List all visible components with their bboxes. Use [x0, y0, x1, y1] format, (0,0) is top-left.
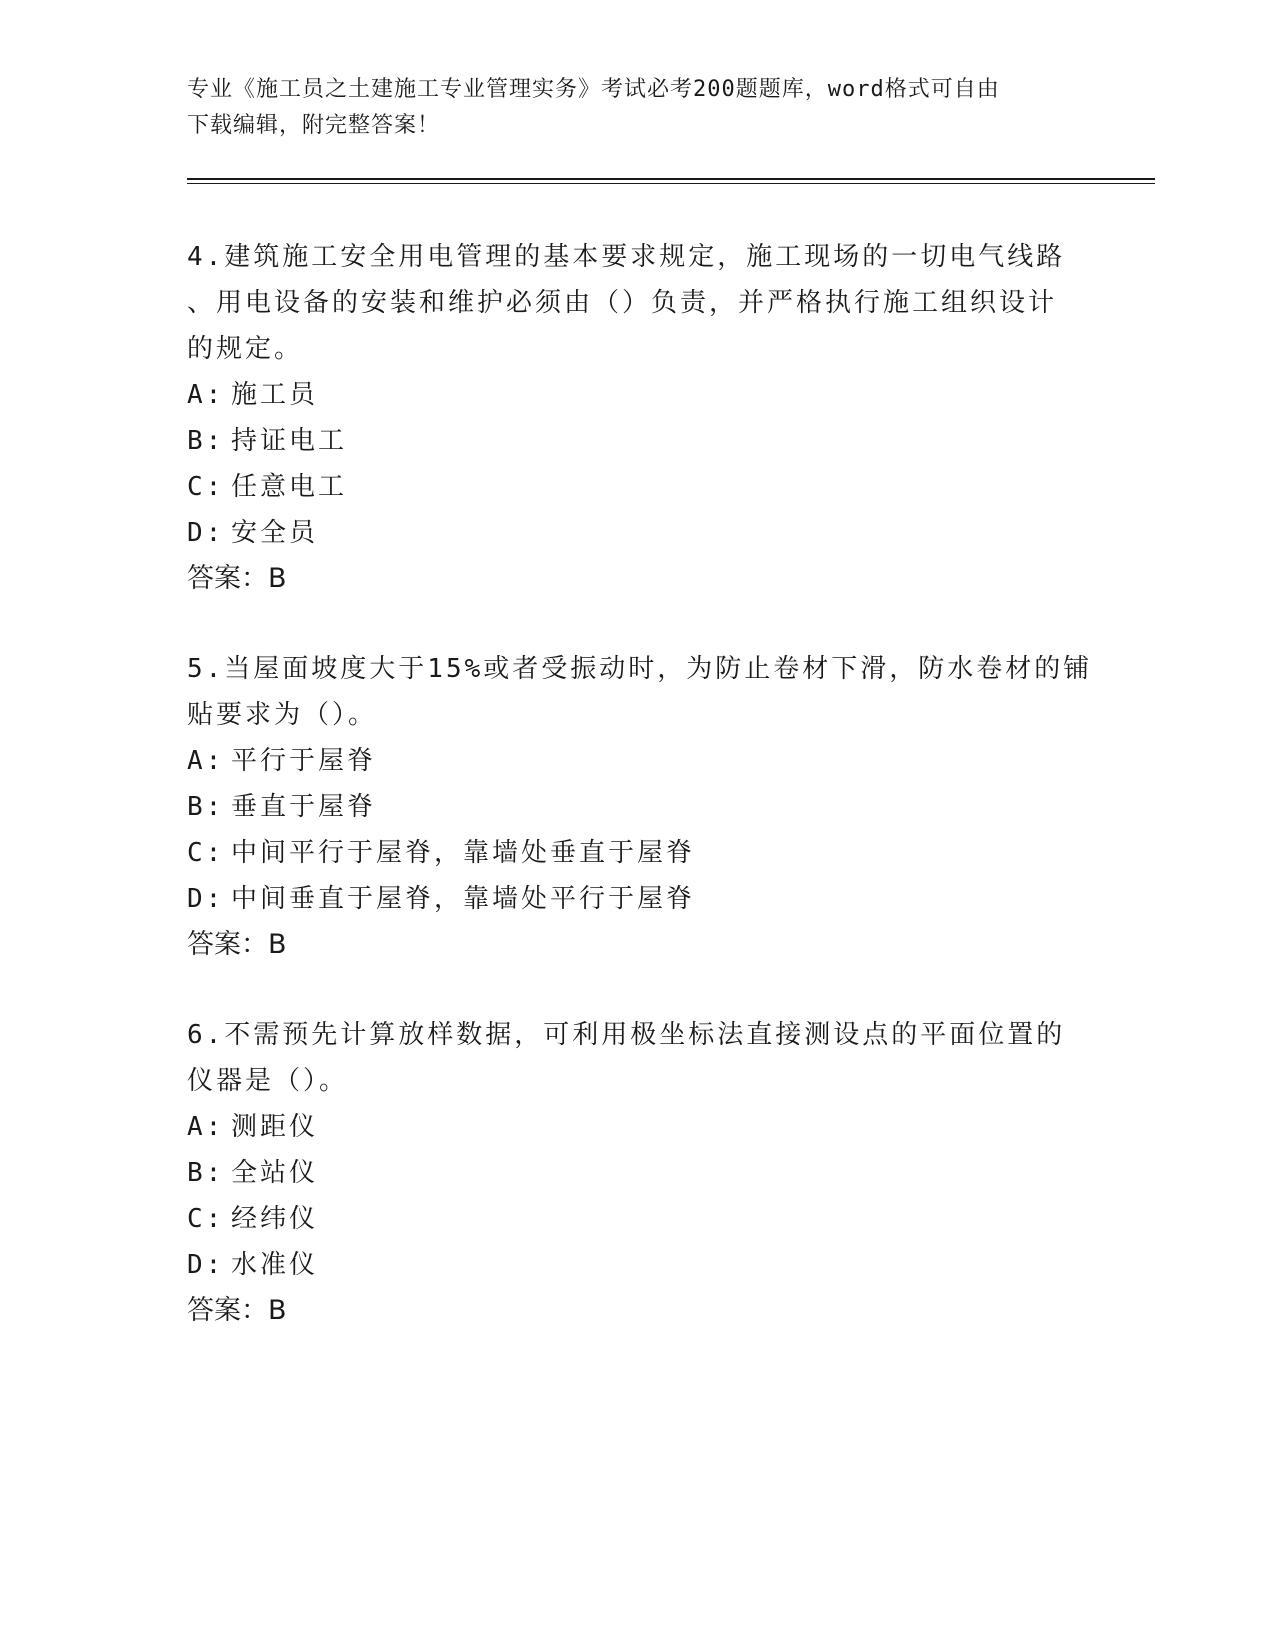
option-letter: D: [187, 1250, 225, 1280]
header-line-2: 下载编辑，附完整答案！ [187, 113, 441, 138]
option-letter: D: [187, 884, 225, 914]
question-5 [187, 646, 1093, 968]
question-text-line: 、用电设备的安装和维护必须由（）负责，并严格执行施工组织设计 [187, 288, 1058, 318]
option-text: 施工员 [231, 380, 319, 410]
option-letter: A: [187, 746, 225, 776]
option-b [187, 784, 1087, 830]
header-divider-thin [187, 183, 1155, 184]
question-text-line: 仪器是（）。 [187, 1066, 349, 1096]
option-text: 测距仪 [231, 1112, 319, 1142]
header-divider-thick [187, 178, 1155, 180]
option-c [187, 830, 1087, 876]
option-letter: B: [187, 426, 225, 456]
header-line-1: 专业《施工员之土建施工专业管理实务》考试必考200题题库，word格式可自由 [187, 77, 1000, 102]
option-a [187, 372, 1087, 418]
option-text: 垂直于屋脊 [231, 792, 377, 822]
answer-line: 答案：B [187, 563, 287, 594]
answer-line: 答案：B [187, 1295, 287, 1326]
document-header [187, 72, 1087, 144]
option-letter: C: [187, 838, 225, 868]
option-text: 中间平行于屋脊，靠墙处垂直于屋脊 [231, 838, 696, 868]
option-text: 中间垂直于屋脊，靠墙处平行于屋脊 [231, 884, 696, 914]
option-text: 经纬仪 [231, 1204, 319, 1234]
option-letter: A: [187, 380, 225, 410]
question-text-line: 5.当屋面坡度大于15%或者受振动时，为防止卷材下滑，防水卷材的铺 [187, 654, 1093, 684]
option-text: 水准仪 [231, 1250, 319, 1280]
option-d [187, 510, 1087, 556]
option-letter: C: [187, 472, 225, 502]
option-letter: A: [187, 1112, 225, 1142]
option-text: 全站仪 [231, 1158, 319, 1188]
option-c [187, 464, 1087, 510]
option-a [187, 738, 1087, 784]
option-text: 任意电工 [231, 472, 348, 502]
option-letter: B: [187, 1158, 225, 1188]
question-text-line: 贴要求为（）。 [187, 700, 378, 730]
option-text: 平行于屋脊 [231, 746, 377, 776]
question-text-line: 4.建筑施工安全用电管理的基本要求规定，施工现场的一切电气线路 [187, 242, 1066, 272]
option-c [187, 1196, 1087, 1242]
option-a [187, 1104, 1087, 1150]
question-6 [187, 1012, 1087, 1334]
option-b [187, 1150, 1087, 1196]
option-letter: B: [187, 792, 225, 822]
option-text: 安全员 [231, 518, 319, 548]
question-4 [187, 234, 1087, 602]
option-letter: D: [187, 518, 225, 548]
option-d [187, 876, 1087, 922]
question-text-line: 6.不需预先计算放样数据，可利用极坐标法直接测设点的平面位置的 [187, 1020, 1066, 1050]
option-text: 持证电工 [231, 426, 348, 456]
question-text-line: 的规定。 [187, 334, 304, 364]
option-b [187, 418, 1087, 464]
option-d [187, 1242, 1087, 1288]
answer-line: 答案：B [187, 929, 287, 960]
option-letter: C: [187, 1204, 225, 1234]
